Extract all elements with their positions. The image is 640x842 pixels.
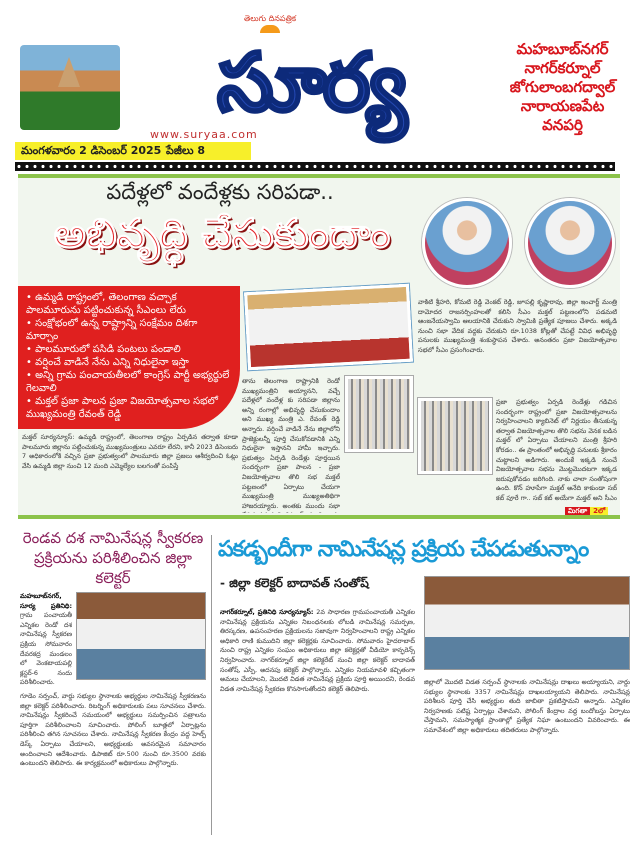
highlight: • సంక్షోభంలో ఉన్న రాష్ట్రాన్ని సంక్షేమం దిశగా మార్చాం xyxy=(26,317,232,343)
left-story-headline: రెండవ దశ నామినేషన్ల స్వీకరణ ప్రక్రియను పరిశీలించిన జిల్లా కలెక్టర్ xyxy=(22,529,204,587)
crowd-photo xyxy=(345,376,413,452)
top-story-kicker: పదేళ్లలో వందేళ్లకు సరిపడా.. xyxy=(106,180,334,204)
district: వనపర్తి xyxy=(542,116,583,134)
right-story-headline: పకడ్బందీగా నామినేషన్ల ప్రక్రియ చేపడుతున్నాం xyxy=(218,537,589,562)
sun-icon xyxy=(260,25,280,33)
highlight: • వర్షించే వాడినే నేను ఎన్ని నిధులైనా ఇస్తా xyxy=(26,356,232,369)
district: జోగులాంబగద్వాల్ xyxy=(509,78,616,96)
highlight: • అన్ని గ్రామ పంచాయతీలలో కాంగ్రెస్ పార్టీ అభ్యర్థులే గెలవాలి xyxy=(26,369,232,395)
right-story-subhead: - జిల్లా కలెక్టర్ బాదావత్ సంతోష్ xyxy=(220,576,369,590)
highlights-list xyxy=(18,286,240,429)
top-story-col4: ప్రజా ప్రభుత్వం ఏర్పడి రెండేళ్లు గడిచిన సందర్భంగా రాష్ట్రంలో ప్రజా విజయోత్సవాలను నిర్వహించాలని క్యాబినెట్ లో నిర్ణయం తీసుకున్న తర్వాత విజయోత్సవాల తొలి సభను వెనక బడిన మక్తల్ లో ఏర్పాటు చేయాలని మంత్రి శ్రీహరి కోరడం.. ఈ ప్రాంతంలో అభివృద్ధి పనులకు శ్రీకారం చుట్టాలని అడిగారు. అందుకే ఇక్కడి నుంచే విజయోత్సవాల సభను మొట్టమొదటగా ఇక్కడ జరుపుకోవడం జరిగింది. నాకు చాలా సంతోషంగా ఉంది. కొన్ హూపేగా మక్తల్ అనేది కాకుండా సబ్ కబ్ పూరే గా.. సబ్ కబ్ అయేగా మక్తల్ అని సీఎం xyxy=(496,398,617,502)
district: నారాయణపేట xyxy=(520,97,605,115)
left-story-dateline: మహబూబ్‌నగర్, సూర్య ప్రతినిధి: xyxy=(20,592,72,610)
fort-hill-photo xyxy=(20,45,120,130)
highlight: • ఉమ్మడి రాష్ట్రంలో, తెలంగాణ వచ్చాక పాలమూరును పట్టించుకున్న సీఎంలు లేరు xyxy=(26,291,232,317)
cm-speech-photo xyxy=(422,198,512,288)
continued-page: 2లో xyxy=(590,507,608,515)
collector-inspection-photo xyxy=(76,592,206,680)
page-count: పేజీలు 8 xyxy=(166,144,205,157)
crowd-photo-right xyxy=(418,398,492,474)
left-story-lead xyxy=(20,592,72,688)
highlight: • మక్తల్ ప్రజా పాలన ప్రజా విజయోత్సవాల సభలో ముఖ్యమంత్రి రేవంత్ రెడ్డి xyxy=(26,395,232,421)
district: మహబూబ్‌నగర్ xyxy=(516,40,609,58)
tagline-text: తెలుగు దినపత్రిక xyxy=(243,14,297,23)
dotted-divider xyxy=(15,162,615,171)
date-bar xyxy=(15,142,251,160)
right-story-body2: జిల్లాలో మొదటి విడత సర్పంచ్ స్థానాలకు నామినేషన్లు దాఖలు అయ్యాయని, వార్డు సభ్యుల స్థానాలకు 3357 నామినేషన్లు దాఖలయ్యాయని తెలిపారు. నామినేషన్ల పరిశీలన పూర్తి చేసి అభ్యర్థుల తుది జాబితా ప్రకటిస్తామని అన్నారు. ఎన్నికల నిర్వహణకు పటిష్ట ఏర్పాట్లు చేశామని, పోలింగ్ కేంద్రాల వద్ద బందోబస్తు ఏర్పాటు చేస్తామని, సమస్యాత్మక ప్రాంతాల్లో ప్రత్యేక నిఘా ఉంటుందని వివరించారు. ఈ సమావేశంలో జిల్లా అధికారులు తదితరులు పాల్గొన్నారు. xyxy=(424,678,630,734)
newspaper-logo: సూర్య xyxy=(217,35,403,129)
right-story-body xyxy=(220,608,415,836)
highlight: • పాలమూరులో పసిడి పంటలు పండాలి xyxy=(26,343,232,356)
column-divider xyxy=(211,535,212,835)
left-story-body: గూడెం సర్పంచ్, వార్డు సభ్యుల స్థానాలకు అభ్యర్థుల నామినేషన్ల స్వీకరణను జిల్లా కలెక్టర్ పరిశీలించారు. రిటర్నింగ్ అధికారులకు పలు సూచనలు చేశారు. నామినేషన్లు స్వీకరించే సమయంలో అభ్యర్థులు సమర్పించిన పత్రాలను పూర్తిగా పరిశీలించాలని సూచించారు. పోలింగ్ బూత్లలో ఏర్పాట్లను పరిశీలించి తగిన సూచనలు చేశారు. నామినేషన్ల స్వీకరణ కేంద్రం వద్ద హెల్ప్ డెస్క్ ఏర్పాటు చేయాలని, అభ్యర్థులకు అవసరమైన సమాచారం అందించాలని ఆదేశించారు. డిపాజిట్ రూ.500 నుంచి రూ.3500 వరకు ఉంటుందని తెలిపారు. ఈ కార్యక్రమంలో అధికారులు పాల్గొన్నారు. xyxy=(20,692,206,768)
edition-districts xyxy=(490,40,635,135)
website-url[interactable]: www.suryaa.com xyxy=(150,128,258,141)
top-story-col1: మక్తల్ సూర్యన్యూస్: ఉమ్మడి రాష్ట్రంలో, తెలంగాణ రాష్ట్రం ఏర్పడిన తర్వాత కూడా పాలమూరు జిల్లాను పట్టించుకున్న ముఖ్యమంత్రులు ఎవరూ లేరని, కానీ 2023 డిసెంబరు 7 అధికారంలోకి వచ్చిన ప్రజా ప్రభుత్వంలో పాలమూరు జిల్లా ప్రజలు ఆశీర్వదించి ఓట్లు వేసి ఉమ్మడి జిల్లా నుంచి 12 మంది ఎమ్మెల్యేల బలగంతో పంపిస్తే xyxy=(22,433,238,470)
continued-tag[interactable] xyxy=(565,506,608,516)
left-story-lead-text: గ్రామ పంచాయతీ ఎన్నికల రెండో దశ నామినేషన్ల స్వీకరణ ప్రక్రియ సోమవారం దేవరకద్ర మండలం లో వెంకటాయపల్లి క్లస్టర్-6 నందు పరిశీలించారు. xyxy=(20,611,72,687)
video-conference-photo xyxy=(424,576,630,670)
issue-date: మంగళవారం 2 డిసెంబర్ 2025 xyxy=(21,144,162,157)
district: నాగర్‌కర్నూల్ xyxy=(524,59,601,77)
right-story-dateline: నాగర్‌కర్నూల్, ప్రతినిధి సూర్యన్యూస్: xyxy=(220,608,314,616)
top-story-col2: తాను తెలంగాణ రాష్ట్రానికి రెండో ముఖ్యమంత్రిని అయ్యానని, వచ్చే పదేళ్లలో వందేళ్ల కు సరిపడా జిల్లాను అన్ని రంగాల్లో అభివృద్ధి చేసుకుందాం అని ముఖ్య మంత్రి ఎ. రేవంత్ రెడ్డి అన్నారు. వర్షించే వాడినే నేను జిల్లాలోని ప్రాజెక్టులన్నీ పూర్తి చేసుకోవడానికి ఎన్ని నిధులైనా ఇస్తానని హామీ ఇచ్చారు. ప్రభుత్వం ఏర్పడి రెండేళ్లు పూర్తయిన సందర్భంగా ప్రజా పాలన - ప్రజా విజయోత్సవాల తొలి సభ మక్తల్ పట్టణంలో ఏర్పాటు చేయగా ముఖ్యమంత్రి ముఖ్యఅతిథిగా హాజరయ్యారు. అంతకు ముందు సభా xyxy=(242,377,340,510)
continued-label: మిగతా xyxy=(565,507,590,515)
minister-photo xyxy=(525,198,615,288)
right-story-lead: 2వ సాధారణ గ్రామపంచాయతీ ఎన్నికల నామినేషన్ల ప్రక్రియను ఎన్నికల నిబంధనలకు లోబడి నామినేషన్ల సమర్పణ, తిరస్కరణ, ఉపసంహరణ ప్రక్రియలను సజావుగా నిర్వహించాలని రాష్ట్ర ఎన్నికల అధికారి రాణి కుముదిని జిల్లా కలెక్టర్లకు సూచించారు. xyxy=(220,608,415,645)
top-story-col3: వాకిటి శ్రీహరి, కోమటి రెడ్డి వెంకట్ రెడ్డి, జూపల్లి కృష్ణారావు, జిల్లా ఇంచార్జ్ మంత్రి దామోదర రాజనర్సింహలతో కలిసి సీఎం మక్తల్ పట్టణంలోని పడమటి ఆంజనేయస్వామి ఆలయానికి చేరుకుని స్వామికి ప్రత్యేక పూజలు చేశారు. అక్కడి నుంచి సభా వేదిక వద్దకు చేరుకుని రూ.1038 కోట్లతో చేపట్టే వివిధ అభివృద్ధి పనులకు ముఖ్యమంత్రి శంకుస్థాపన చేశారు. అనంతరం ప్రజా విజయోత్సవాల సభలో సీఎం ప్రసంగించారు. xyxy=(418,298,617,354)
tagline xyxy=(230,14,310,33)
top-story-headline: అభివృద్ధి చేసుకుందాం xyxy=(53,210,391,257)
foundation-stone-photo xyxy=(244,284,413,371)
right-story-body-text: సోమవారం హైదరాబాద్ నుంచి రాష్ట్ర ఎన్నికల సంఘం అధికారులు జిల్లా కలెక్టర్లతో వీడియో కాన్ఫరెన్స్ నిర్వహించారు. నాగర్‌కర్నూల్ జిల్లా కలెక్టరేట్ నుంచి జిల్లా కలెక్టర్ బాదావత్ సంతోష్, ఎస్పీ, అదనపు కలెక్టర్ పాల్గొన్నారు. ఎన్నికల నియమావళి కచ్చితంగా అమలు చేయాలని, మొదటి విడత నామినేషన్ల ప్రక్రియ పూర్తి అయిందని, రెండవ విడత నామినేషన్ల స్వీకరణ కొనసాగుతోందని కలెక్టర్ తెలిపారు. xyxy=(220,636,415,693)
